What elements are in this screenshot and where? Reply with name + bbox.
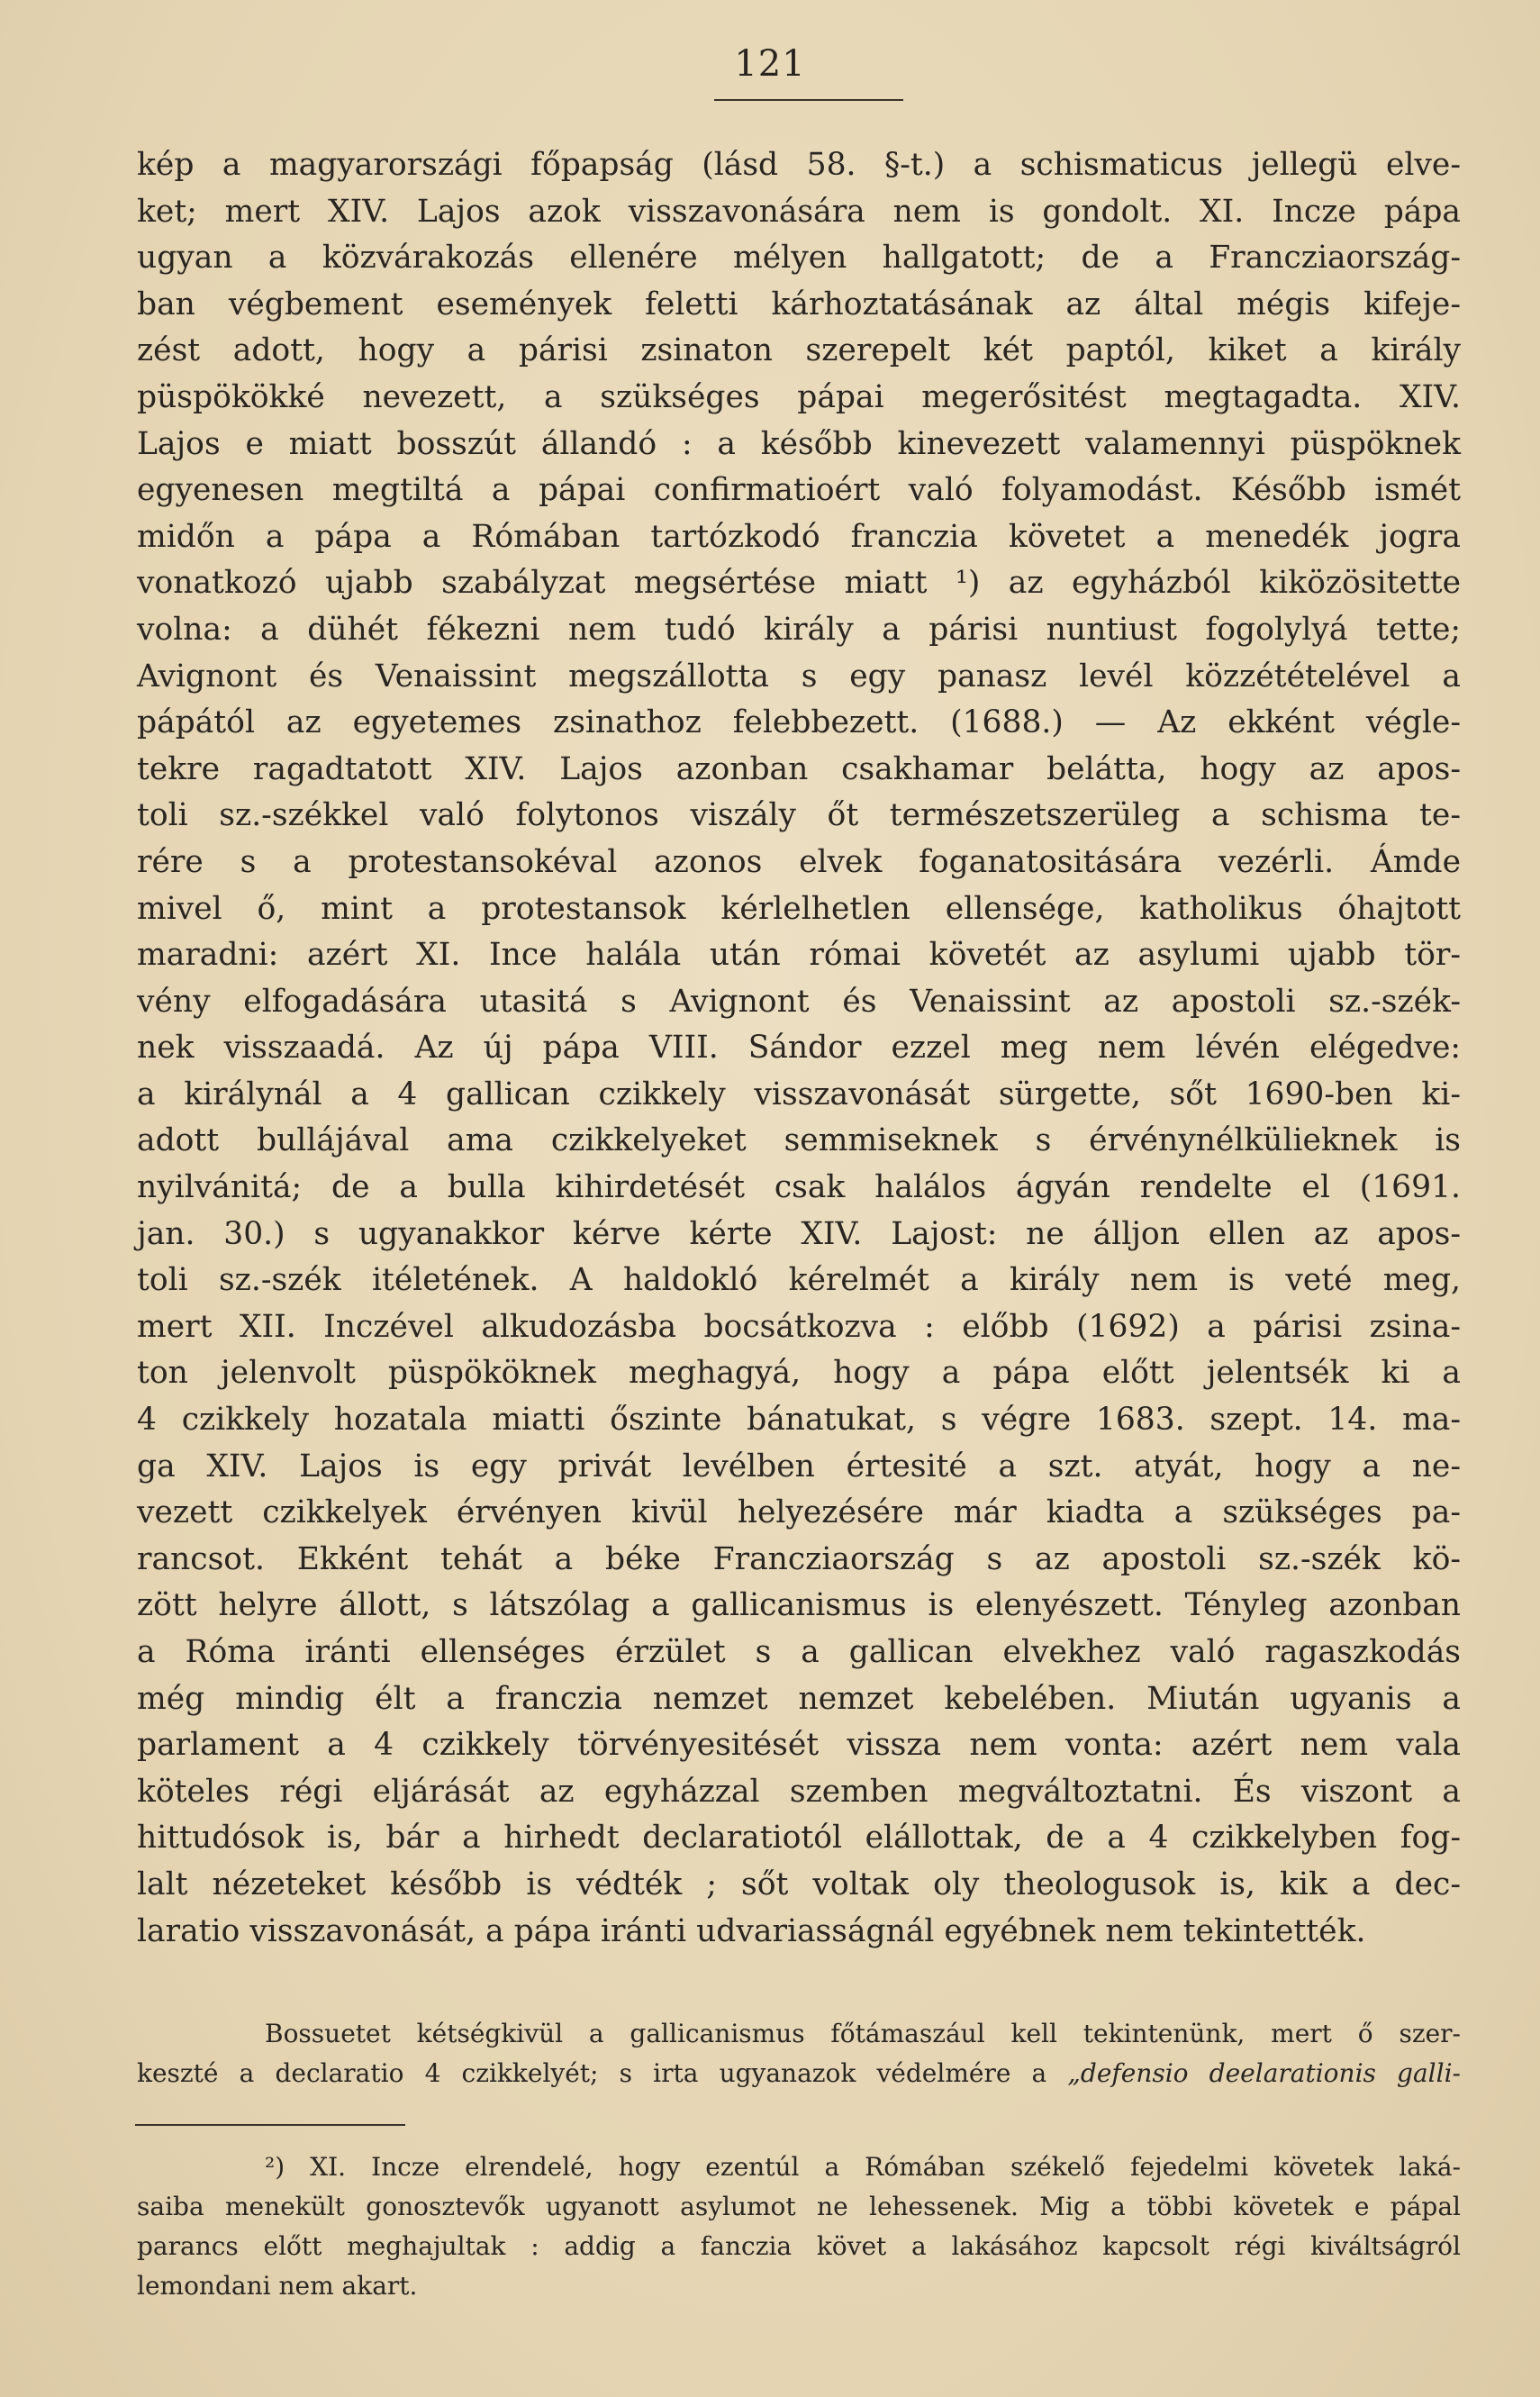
text-line: zött helyre állott, s látszólag a gallicanismus is elenyészett. Tényleg azonban xyxy=(137,1587,1461,1624)
text-line: rére s a protestansokéval azonos elvek foganatositására vezérli. Ámde xyxy=(137,843,1461,880)
text-line: tekre ragadtatott XIV. Lajos azonban csakhamar belátta, hogy az apos- xyxy=(137,750,1461,787)
text-line: parlament a 4 czikkely törvényesitését vissza nem vonta: azért nem vala xyxy=(137,1727,1461,1764)
text-line: egyenesen megtiltá a pápai confirmatioért való folyamodást. Később ismét xyxy=(137,472,1461,509)
text-line: midőn a pápa a Rómában tartózkodó franczia követet a menedék jogra xyxy=(137,518,1461,555)
text-line: ban végbement események feletti kárhoztatásának az által mégis kifeje- xyxy=(137,286,1461,322)
italic-title: „defensio deelarationis galli- xyxy=(1067,2058,1461,2088)
text-line: toli sz.-szék itéletének. A haldokló kérelmét a király nem is veté meg, xyxy=(137,1262,1461,1299)
text-line: köteles régi eljárását az egyházzal szemben megváltoztatni. És viszont a xyxy=(137,1773,1461,1810)
continuation-line: Bossuetet kétségkivül a gallicanismus főtámaszául kell tekintenünk, mert ő szer- xyxy=(265,2019,1461,2048)
footnote-rule xyxy=(135,2124,405,2126)
text-line: Lajos e miatt bosszút állandó : a később kinevezett valamennyi püspöknek xyxy=(137,425,1461,462)
text-line: hittudósok is, bár a hirhedt declaratiotól elállottak, de a 4 czikkelyben fog- xyxy=(137,1820,1461,1857)
text-line: ugyan a közvárakozás ellenére mélyen hallgatott; de a Francziaország- xyxy=(137,240,1461,277)
text-line: vonatkozó ujabb szabályzat megsértése miatt ¹) az egyházból kiközösitette xyxy=(137,565,1461,602)
text-line: még mindig élt a franczia nemzet nemzet kebelében. Miután ugyanis a xyxy=(137,1680,1461,1717)
text-line: toli sz.-székkel való folytonos viszály őt természetszerüleg a schisma te- xyxy=(137,797,1461,834)
page-number: 121 xyxy=(734,43,806,85)
text-line: nek visszaadá. Az új pápa VIII. Sándor ezzel meg nem lévén elégedve: xyxy=(137,1030,1461,1067)
continuation-paragraph xyxy=(137,2014,1461,2093)
text-line: jan. 30.) s ugyanakkor kérve kérte XIV. Lajost: ne álljon ellen az apos- xyxy=(137,1215,1461,1252)
text-line: nyilvánitá; de a bulla kihirdetését csak halálos ágyán rendelte el (1691. xyxy=(137,1169,1461,1206)
text-line: vezett czikkelyek érvényen kivül helyezésére már kiadta a szükséges pa- xyxy=(137,1494,1461,1531)
text-line: pápától az egyetemes zsinathoz felebbezett. (1688.) — Az ekként végle- xyxy=(137,704,1461,741)
footnote-text: XI. Incze elrendelé, hogy ezentúl a Rómában székelő fejedelmi követek laká- xyxy=(285,2152,1461,2182)
text-line: laratio visszavonását, a pápa iránti udvariasságnál egyébnek nem tekintették. xyxy=(137,1912,1366,1949)
text-line: zést adott, hogy a párisi zsinaton szerepelt két paptól, kiket a király xyxy=(137,332,1461,369)
text-line: kép a magyarországi főpapság (lásd 58. §-t.) a schismaticus jellegü elve- xyxy=(137,147,1461,183)
footnote xyxy=(137,2147,1461,2306)
text-line: a Róma iránti ellenséges érzület s a gallican elvekhez való ragaszkodás xyxy=(137,1634,1461,1670)
text-line: ton jelenvolt püspököknek meghagyá, hogy a pápa előtt jelentsék ki a xyxy=(137,1355,1461,1392)
continuation-line xyxy=(137,2054,1461,2093)
text-line: maradni: azért XI. Ince halála után római követét az asylumi ujabb tör- xyxy=(137,937,1461,974)
text-line: ket; mert XIV. Lajos azok visszavonására nem is gondolt. XI. Incze pápa xyxy=(137,193,1461,230)
main-text-block xyxy=(137,142,1461,1955)
text-line: lalt nézeteket később is védték ; sőt voltak oly theologusok is, kik a dec- xyxy=(137,1866,1461,1902)
footnote-marker: ²) xyxy=(265,2152,285,2182)
text-line: püspökökké nevezett, a szükséges pápai megerősitést megtagadta. XIV. xyxy=(137,378,1461,415)
text-line: mert XII. Inczével alkudozásba bocsátkozva : előbb (1692) a párisi zsina- xyxy=(137,1308,1461,1345)
text-line: 4 czikkely hozatala miatti őszinte bánatukat, s végre 1683. szept. 14. ma- xyxy=(137,1402,1461,1439)
text-line: a királynál a 4 gallican czikkely visszavonását sürgette, sőt 1690-ben ki- xyxy=(137,1076,1461,1112)
footnote-line: saiba menekült gonosztevők ugyanott asylumot ne lehessenek. Mig a többi követek e pápal xyxy=(137,2192,1461,2221)
continuation-text: keszté a declaratio 4 czikkelyét; s irta ugyanazok védelmére a xyxy=(137,2058,1068,2088)
footnote-line: parancs előtt meghajultak : addig a fanczia követ a lakásához kapcsolt régi kiváltságról xyxy=(137,2231,1461,2261)
text-line: adott bullájával ama czikkelyeket semmiseknek s érvénynélkülieknek is xyxy=(137,1122,1461,1159)
text-line: vény elfogadására utasitá s Avignont és Venaissint az apostoli sz.-szék- xyxy=(137,983,1461,1020)
text-line: rancsot. Ekként tehát a béke Francziaország s az apostoli sz.-szék kö- xyxy=(137,1540,1461,1577)
header-rule xyxy=(714,99,903,101)
text-line: ga XIV. Lajos is egy privát levélben értesité a szt. atyát, hogy a ne- xyxy=(137,1448,1461,1485)
footnote-line: lemondani nem akart. xyxy=(137,2271,418,2301)
text-line: Avignont és Venaissint megszállotta s egy panasz levél közzétételével a xyxy=(137,658,1461,695)
text-line: volna: a dühét fékezni nem tudó király a párisi nuntiust fogolylyá tette; xyxy=(137,611,1461,648)
text-line: mivel ő, mint a protestansok kérlelhetlen ellensége, katholikus óhajtott xyxy=(137,890,1461,927)
footnote-line xyxy=(137,2147,1461,2187)
